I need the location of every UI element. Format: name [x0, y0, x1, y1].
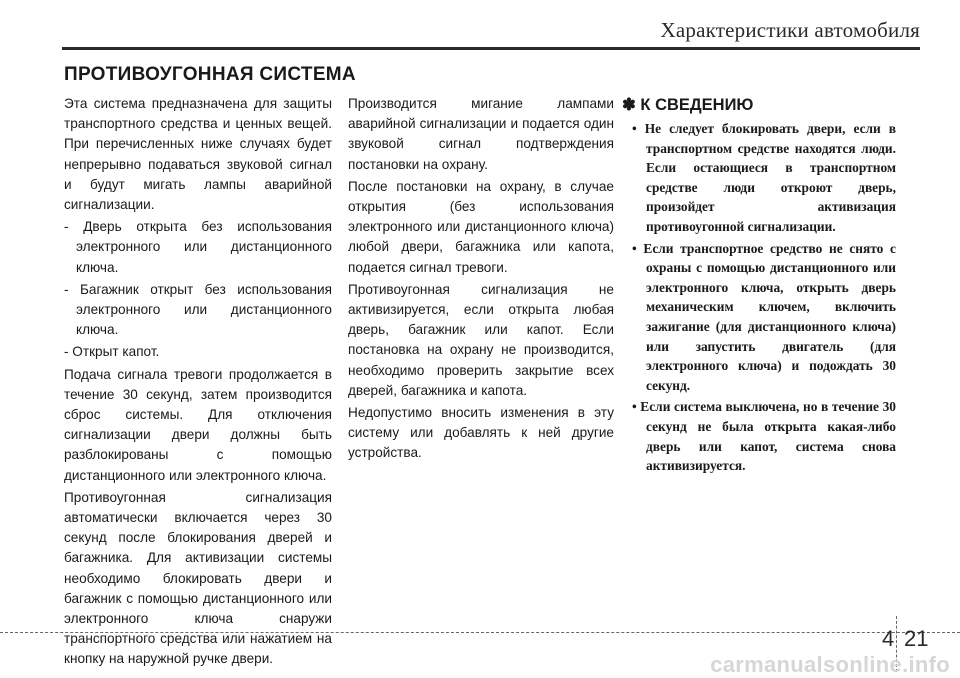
section-number: 4	[882, 626, 895, 651]
running-header-title: Характеристики автомобиля	[660, 18, 920, 42]
notice-item: • Не следует блокировать двери, если в транспортном средстве находятся люди. Если остающиеся в транспортном средстве люди откроют дверь, произойдет активизация противоугонной сигнализации.	[632, 121, 896, 234]
section-title: ПРОТИВОУГОННАЯ СИСТЕМА	[64, 64, 356, 85]
middle-paragraph-alarm-trigger: После постановки на охрану, в случае открытия (без использования электронного или дистанционного ключа) любой двери, багажника или капота, подается сигнал тревоги.	[348, 178, 614, 275]
middle-paragraph-confirmation: Производится мигание лампами аварийной сигнализации и подается один звуковой сигнал подтверждения постановки на охрану.	[348, 96, 614, 172]
middle-paragraph-warning: Недопустимо вносить изменения в эту систему или добавлять к ней другие устройства.	[348, 405, 614, 461]
left-list-item-hood: - Открыт капот.	[64, 344, 160, 360]
notice-item: • Если транспортное средство не снято с охраны с помощью дистанционного или электронного ключа, открыть дверь механическим ключем, включить зажигание (для дистанционного ключа) или запустить двигатель (для электронного ключа) и подождать 30 секунд.	[632, 240, 896, 393]
left-text-column	[64, 94, 332, 672]
left-paragraph-activation: Противоугонная сигнализация автоматически включается через 30 секунд после блокирования дверей и багажника. Для активизации системы необходимо блокировать двери и багажник с помощью дистанционного или электронного ключа снаружи транспортного средства или нажатием на кнопку на наружной ручке двери.	[64, 489, 332, 667]
notice-box	[622, 94, 896, 478]
header-rule	[62, 47, 920, 50]
page-number: 21	[904, 626, 929, 651]
left-list-item-trunk: - Багажник открыт без использования электронного или дистанционного ключа.	[64, 281, 332, 338]
left-paragraph-alarm-duration: Подача сигнала тревоги продолжается в течение 30 секунд, затем производится сброс системы. Для отключения сигнализации двери должны быть разблокированы с помощью дистанционного или электронного ключа.	[64, 366, 332, 483]
watermark-logo: carmanualsonline.info	[710, 652, 950, 677]
middle-text-column	[348, 94, 614, 466]
left-list-item-door: - Дверь открыта без использования электронного или дистанционного ключа.	[64, 219, 332, 275]
notice-heading: ✽ К СВЕДЕНИЮ	[622, 96, 754, 114]
middle-paragraph-not-armed: Противоугонная сигнализация не активизируется, если открыта любая дверь, багажник или капот. Если постановка на охрану не производится, необходимо проверить закрытие всех дверей, багажника и капота.	[348, 281, 614, 398]
left-paragraph-intro: Эта система предназначена для защиты транспортного средства и ценных вещей. При перечисленных ниже случаях будет непрерывно подаваться звуковой сигнал и будут мигать лампы аварийной сигнализации.	[64, 96, 332, 213]
notice-item: • Если система выключена, но в течение 30 секунд не была открыта какая-либо дверь или капот, система снова активизируется.	[632, 399, 896, 474]
footer-rule	[0, 632, 960, 633]
